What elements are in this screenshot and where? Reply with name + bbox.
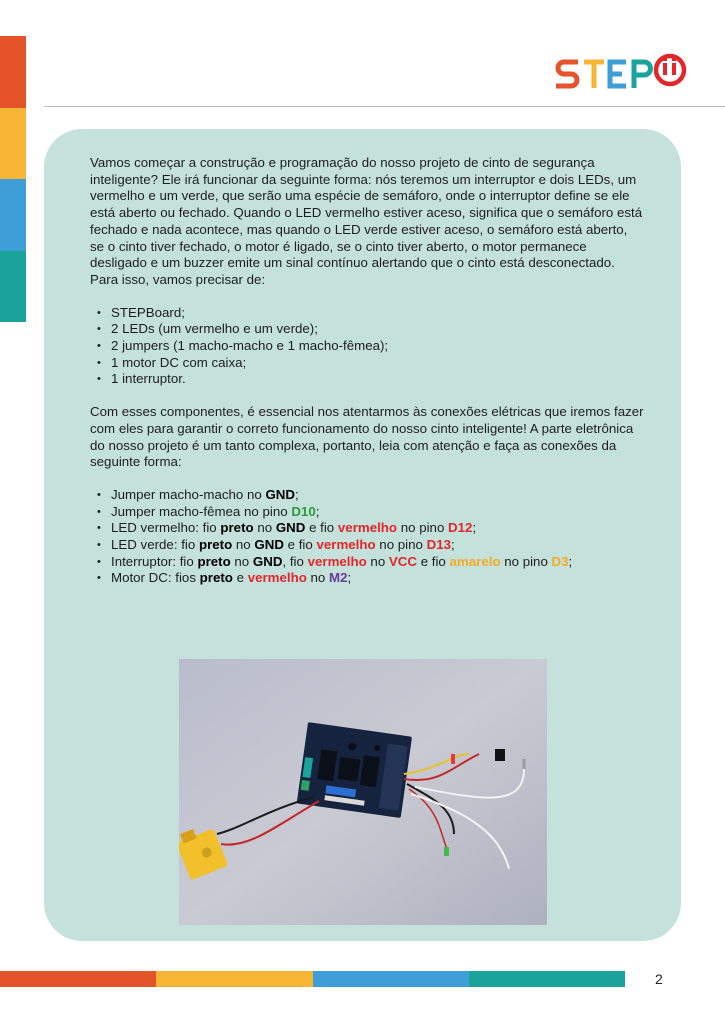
text: ;: [451, 537, 455, 553]
text: ;: [295, 486, 299, 502]
text: ;: [347, 570, 352, 586]
wire-color: preto: [197, 553, 231, 569]
text: Jumper macho-macho no: [111, 486, 266, 502]
connection-item: [90, 554, 645, 571]
text: Jumper macho-fêmea no pino: [111, 503, 292, 519]
text: , fio: [282, 553, 308, 569]
text: Motor DC: fios: [111, 570, 200, 586]
footer-color-bar: [0, 971, 625, 987]
connections-intro: Com esses componentes, é essencial nos atentarmos às conexões elétricas que iremos fazer com eles para garantir o correto funcionamento do nosso cinto inteligente! A parte eletrônica do nosso projeto é um tanto complexa, portanto, leia com atenção e faça as conexões da seguinte forma:: [90, 404, 644, 470]
footer-bar-yellow: [156, 971, 312, 987]
connection-item: [90, 487, 645, 504]
text: e fio: [417, 553, 450, 569]
text: no pino: [375, 537, 427, 553]
pin-label: D3: [551, 553, 569, 569]
footer-bar-teal: [469, 971, 625, 987]
text: LED vermelho: fio: [111, 520, 221, 536]
circuit-photo: [179, 659, 547, 925]
wire-color: vermelho: [316, 537, 376, 553]
text: no pino: [500, 553, 552, 569]
side-bar-blue: [0, 179, 26, 251]
pin-label: GND: [275, 520, 306, 536]
connection-item: [90, 520, 645, 537]
text: no pino: [397, 520, 449, 536]
list-item: • 1 interruptor.: [90, 371, 645, 388]
wire-color: preto: [199, 570, 233, 586]
wire-color: vermelho: [337, 520, 398, 536]
list-item: • 2 LEDs (um vermelho e um verde);: [90, 321, 645, 338]
text: no: [230, 553, 253, 569]
text: e: [232, 570, 248, 586]
side-color-bar: [0, 36, 26, 322]
connection-item: [90, 537, 645, 554]
connection-item: [90, 504, 645, 521]
pin-label: M2: [329, 570, 348, 586]
wire-color: preto: [198, 537, 233, 553]
text: no: [232, 537, 255, 553]
list-item: • STEPBoard;: [90, 305, 645, 322]
text: no: [253, 520, 276, 536]
wire-color: amarelo: [449, 553, 501, 569]
text: ;: [472, 520, 477, 536]
text: Interruptor: fio: [111, 553, 198, 569]
wire-color: preto: [220, 520, 254, 536]
text: e fio: [283, 537, 317, 553]
connection-item: [90, 570, 645, 587]
side-bar-teal: [0, 251, 26, 323]
header-rule: [44, 106, 725, 107]
page-number: 2: [655, 971, 663, 987]
content: [90, 155, 645, 587]
wire-color: vermelho: [307, 553, 367, 569]
pin-label: D13: [426, 537, 452, 553]
list-item: • 1 motor DC com caixa;: [90, 355, 645, 372]
materials-list: [90, 305, 645, 389]
text: no: [366, 553, 389, 569]
footer-bar-blue: [313, 971, 469, 987]
pin-label: VCC: [388, 553, 417, 569]
text: ;: [315, 503, 320, 519]
text: LED verde: fio: [111, 537, 199, 553]
wire-color: vermelho: [247, 570, 307, 586]
footer-bar-orange: [0, 971, 156, 987]
pin-label: GND: [265, 486, 296, 502]
list-item: • 2 jumpers (1 macho-macho e 1 macho-fêmea);: [90, 338, 645, 355]
side-bar-orange: [0, 36, 26, 108]
text: ;: [568, 553, 573, 569]
side-bar-yellow: [0, 108, 26, 180]
text: e fio: [305, 520, 338, 536]
intro-paragraph: Vamos começar a construção e programação do nosso projeto de cinto de segurança inteligente? Ele irá funcionar da seguinte forma: nós teremos um interruptor e dois LEDs, um vermelho e um verde, que serão uma espécie de semáforo, onde o interruptor define se ele está aberto ou fechado. Quando o LED vermelho estiver aceso, significa que o semáforo está fechado e nada acontece, mas quando o LED verde estiver aceso, o semáforo está aberto, se o cinto tiver fechado, o motor é ligado, se o cinto tiver aberto, o motor permanece desligado e um buzzer emite um sinal contínuo alertando que o cinto está desconectado. Para isso, vamos precisar de:: [90, 155, 643, 287]
step-logo: [552, 50, 688, 92]
pin-label: GND: [252, 553, 283, 569]
pin-label: GND: [254, 537, 284, 553]
pin-label: D12: [448, 520, 473, 536]
connections-list: [90, 487, 645, 587]
pin-label: D10: [291, 503, 316, 519]
text: no: [306, 570, 330, 586]
